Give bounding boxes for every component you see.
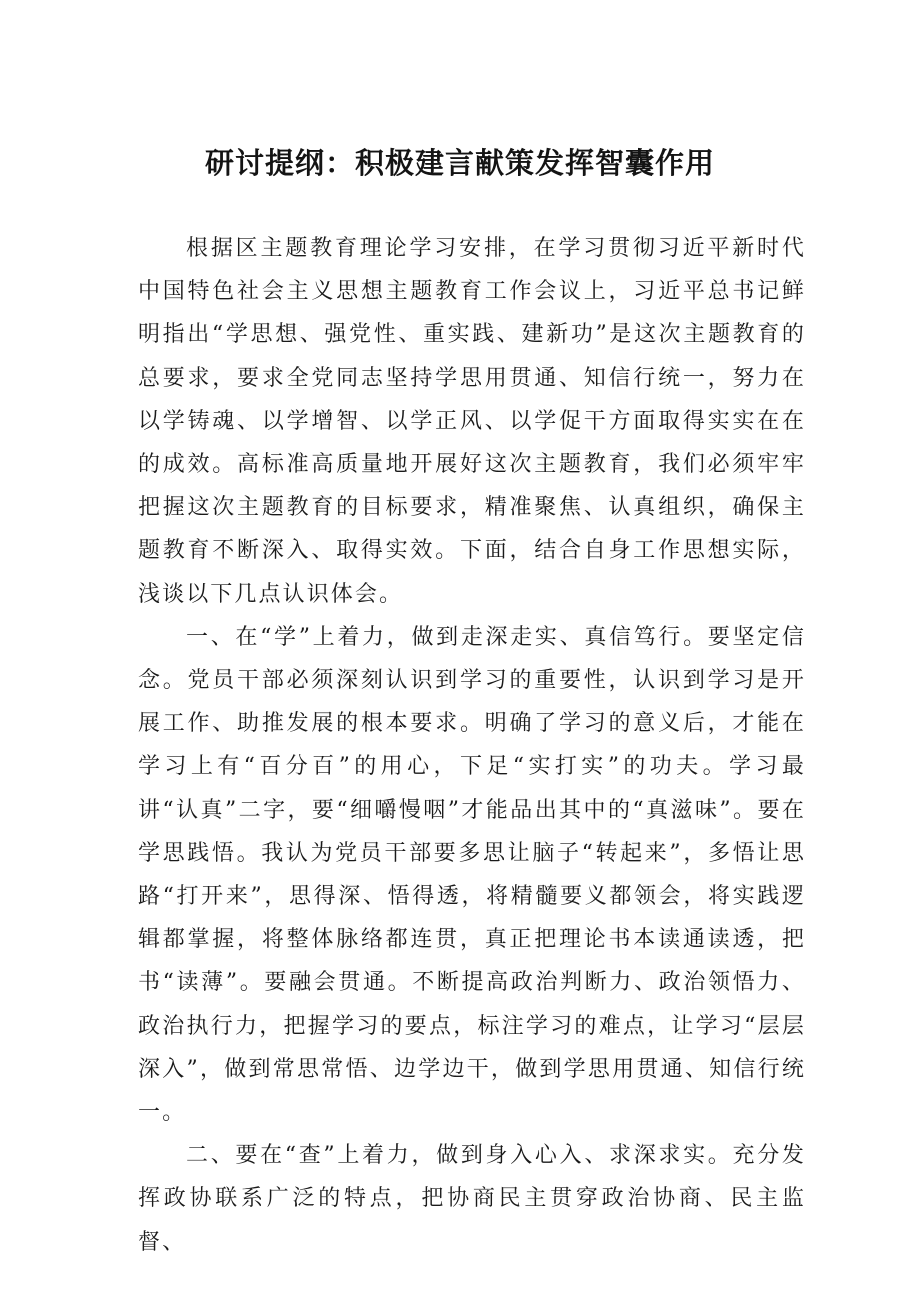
document-body	[138, 227, 806, 1264]
paragraph-section-two: 二、要在“查”上着力，做到身入心入、求深求实。充分发挥政协联系广泛的特点，把协商民主贯穿政治协商、民主监督、	[138, 1143, 806, 1255]
paragraph-intro: 根据区主题教育理论学习安排，在学习贯彻习近平新时代中国特色社会主义思想主题教育工作会议上，习近平总书记鲜明指出“学思想、强党性、重实践、建新功”是这次主题教育的总要求，要求全党同志坚持学思用贯通、知信行统一，努力在以学铸魂、以学增智、以学正风、以学促干方面取得实实在在的成效。高标准高质量地开展好这次主题教育，我们必须牢牢把握这次主题教育的目标要求，精准聚焦、认真组织，确保主题教育不断深入、取得实效。下面，结合自身工作思想实际，浅谈以下几点认识体会。	[138, 236, 806, 607]
document-title: 研讨提纲：积极建言献策发挥智囊作用	[204, 146, 715, 181]
paragraph-section-one: 一、在“学”上着力，做到走深走实、真信笃行。要坚定信念。党员干部必须深刻认识到学习的重要性，认识到学习是开展工作、助推发展的根本要求。明确了学习的意义后，才能在学习上有“百分百”的用心，下足“实打实”的功夫。学习最讲“认真”二字，要“细嚼慢咽”才能品出其中的“真滋味”。要在学思践悟。我认为党员干部要多思让脑子“转起来”，多悟让思路“打开来”，思得深、悟得透，将精髓要义都领会，将实践逻辑都掌握，将整体脉络都连贯，真正把理论书本读通读透，把书“读薄”。要融会贯通。不断提高政治判断力、政治领悟力、政治执行力，把握学习的要点，标注学习的难点，让学习“层层深入”，做到常思常悟、边学边干，做到学思用贯通、知信行统一。	[138, 624, 806, 1126]
